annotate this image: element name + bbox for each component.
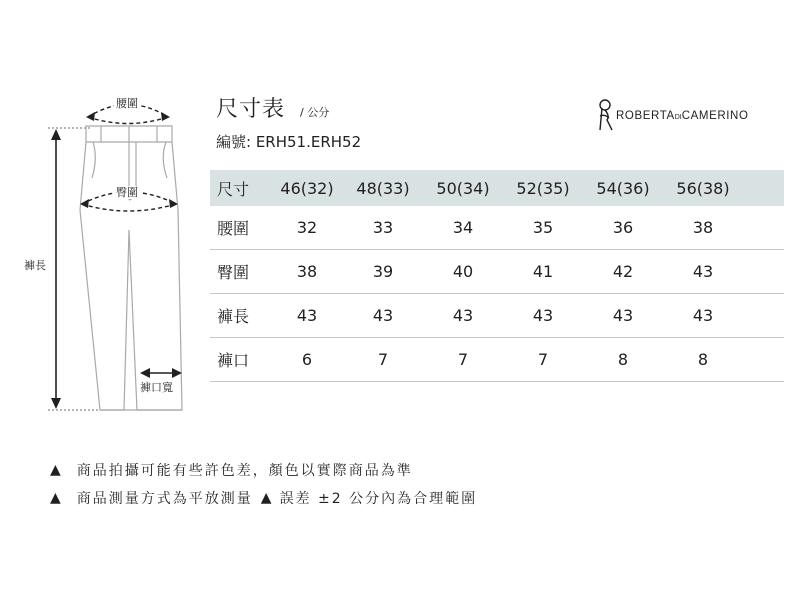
brand-name-part-2: CAMERINO [681,110,749,122]
note-text: 誤差 ±2 公分內為合理範圍 [279,491,478,507]
table-cell: 43 [296,306,318,325]
note-text: 商品測量方式為平放測量 [76,491,253,507]
table-cell: 6 [301,350,313,369]
row-label: 臀圍 [217,263,250,282]
note-line-2 [50,484,477,512]
row-label: 腰圍 [217,219,250,238]
table-row [210,338,784,382]
table-cell: 34 [452,218,474,237]
table-cell: 43 [692,262,714,281]
hip-label: 臀圍 [116,186,138,199]
model-number: 編號: ERH51.ERH52 [216,133,362,151]
table-cell: 36 [612,218,634,237]
page-title: 尺寸表 [216,97,286,122]
brand-name-part-1: ROBERTA [616,110,675,122]
notes-section [50,456,477,512]
table-row [210,294,784,338]
table-row [210,206,784,250]
table-header-cell: 50(34) [436,178,490,198]
note-text: 商品拍攝可能有些許色差，顏色以實際商品為準 [76,463,413,479]
brand-emblem-icon [594,98,618,132]
table-cell: 35 [532,218,554,237]
table-cell: 42 [612,262,634,281]
table-cell: 8 [617,350,629,369]
table-cell: 38 [692,218,714,237]
table-header-cell: 54(36) [596,178,650,198]
length-label: 褲長 [24,259,46,272]
table-cell: 39 [372,262,394,281]
pants-diagram [0,0,200,420]
triangle-bullet-icon: ▲ [260,490,272,506]
table-cell: 43 [452,306,474,325]
waist-label: 腰圍 [116,97,138,110]
table-cell: 7 [377,350,389,369]
table-cell: 38 [296,262,318,281]
table-cell: 32 [296,218,318,237]
table-cell: 8 [697,350,709,369]
table-header-cell: 52(35) [516,178,570,198]
table-cell: 41 [532,262,554,281]
table-header-cell: 46(32) [280,178,334,198]
table-cell: 33 [372,218,394,237]
table-header-cell: 尺寸 [217,179,250,199]
row-label: 褲口 [217,351,250,370]
table-cell: 43 [532,306,554,325]
table-cell: 43 [692,306,714,325]
table-cell: 7 [457,350,469,369]
brand-name-di: DI [674,114,682,121]
note-line-1 [50,456,477,484]
row-label: 褲長 [217,307,250,326]
triangle-bullet-icon: ▲ [50,490,61,506]
table-cell: 7 [537,350,549,369]
brand-logo [594,98,774,132]
unit-label: / 公分 [300,106,330,119]
hem-width-label: 褲口寬 [140,381,173,394]
table-cell: 40 [452,262,474,281]
table-header-cell: 48(33) [356,178,410,198]
table-cell: 43 [372,306,394,325]
pants-outline-graphic [0,0,200,420]
size-table [210,170,784,382]
table-cell: 43 [612,306,634,325]
table-header-cell: 56(38) [676,178,730,198]
triangle-bullet-icon: ▲ [50,462,61,478]
brand-name [616,110,749,122]
table-row [210,250,784,294]
table-header-row [210,170,784,206]
